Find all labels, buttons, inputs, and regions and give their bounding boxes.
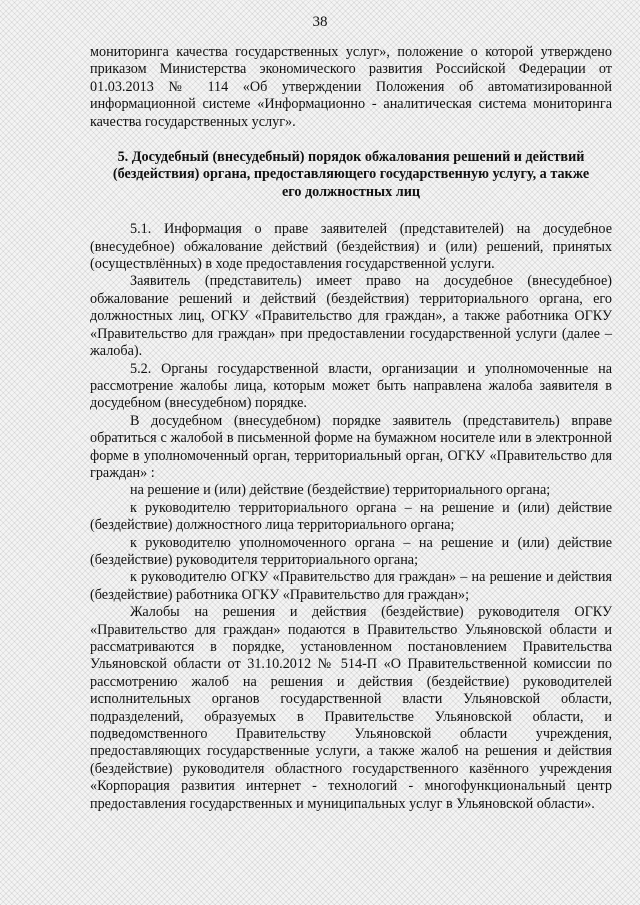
- list-item: к руководителю территориального органа – на решение и (или) действие (бездействие) должностного лица территориального органа;: [90, 499, 612, 534]
- paragraph-government-complaints: Жалобы на решения и действия (бездействие) руководителя ОГКУ «Правительство для граждан» подаются в Правительство Ульяновской области и рассматриваются в порядке, установленном постановлением Правительства Ульяновской области от 31.10.2012 № 514-П «О Правительственной комиссии по рассмотрению жалоб на решения и действия (бездействие) руководителей исполнительных органов государственной власти Ульяновской области, подразделений, образуемых в Правительстве Ульяновской области, и подведомственного Правительству Ульяновской области учреждения, предоставляющих государственные услуги, а также жалоб на решения и действия (бездействие) руководителя областного государственного казённого учреждения «Корпорация развития интернет - технологий - многофункциональный центр предоставления государственных и муниципальных услуг в Ульяновской области».: [90, 604, 612, 812]
- list-item: на решение и (или) действие (бездействие) территориального органа;: [130, 482, 551, 499]
- paragraph-complaint-procedure: В досудебном (внесудебном) порядке заявитель (представитель) вправе обратиться с жалобой в письменной форме на бумажном носителе или в электронной форме в уполномоченный орган, территориальный орган, ОГКУ «Правительство для граждан» :: [90, 412, 612, 481]
- paragraph-applicant-right: Заявитель (представитель) имеет право на досудебное (внесудебное) обжалование решений и действий (бездействия) территориального органа, его должностных лиц, ОГКУ «Правительство для граждан», а также работника ОГКУ «Правительство для граждан» при предоставлении государственной услуги (далее – жалоба).: [90, 273, 612, 360]
- list-item: к руководителю ОГКУ «Правительство для граждан» – на решение и действия (бездействие) работника ОГКУ «Правительство для граждан»;: [90, 569, 612, 603]
- section-title: 5. Досудебный (внесудебный) порядок обжалования решений и действий (бездействия) органа, предоставляющего государственную услугу, а также его должностных лиц: [112, 149, 590, 200]
- page-number: 38: [312, 14, 328, 30]
- paragraph-5-2: 5.2. Органы государственной власти, организации и уполномоченные на рассмотрение жалобы лица, которым может быть направлена жалоба заявителя в досудебном (внесудебном) порядке.: [90, 360, 612, 412]
- document-body: [90, 44, 612, 813]
- intro-paragraph: мониторинга качества государственных услуг», положение о которой утверждено приказом Министерства экономического развития Российской Федерации от 01.03.2013 № 114 «Об утверждении Положения об автоматизированной информационной системе «Информационно - аналитическая система мониторинга качества государственных услуг».: [90, 44, 612, 130]
- paragraph-5-1: 5.1. Информация о праве заявителей (представителей) на досудебное (внесудебное) обжалование действий (бездействия) и (или) решений, принятых (осуществлённых) в ходе предоставления государственной услуги.: [90, 221, 612, 273]
- list-item: к руководителю уполномоченного органа – на решение и (или) действие (бездействие) руководителя территориального органа;: [90, 534, 612, 568]
